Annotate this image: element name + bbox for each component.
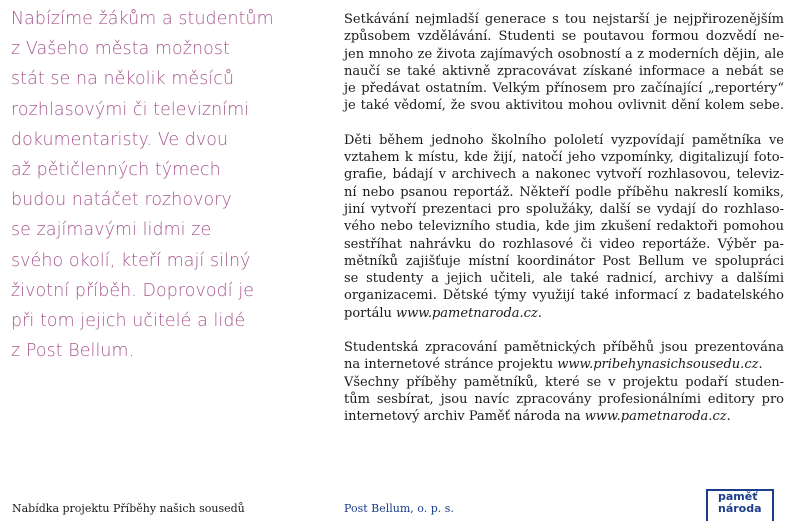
text-fragment: portálu <box>344 305 396 321</box>
body-text <box>344 11 784 443</box>
text-line: ní nebo psanou reportáž. Někteří podle příběhu nakreslí komiks, <box>344 184 784 200</box>
text-fragment: . <box>758 357 763 373</box>
text-line: Děti během jednoho školního pololetí vyzpovídají pamětníka ve <box>344 132 784 148</box>
intro-line: z Vašeho města možnost <box>11 39 230 60</box>
text-line <box>344 356 784 373</box>
text-fragment: . <box>537 305 542 321</box>
paragraph-1 <box>344 11 784 115</box>
logo-text-line-2: národa <box>718 502 762 515</box>
text-line: mětníků zajišťuje místní koordinátor Post Bellum ve spolupráci <box>344 253 784 269</box>
intro-line: rozhlasovými či televizními <box>11 99 250 120</box>
pamet-naroda-logo <box>706 487 776 523</box>
footer-organization: Post Bellum, o. p. s. <box>344 502 454 515</box>
intro-line: dokumentaristy. Ve dvou <box>11 129 229 150</box>
footer-project-name: Nabídka projektu Příběhy našich sousedů <box>12 502 245 515</box>
text-line: Všechny příběhy pamětníků, které se v projektu podaří studen- <box>344 374 784 390</box>
intro-line: Nabízíme žákům a studentům <box>11 9 274 29</box>
text-line: Setkávání nejmladší generace s tou nejstarší je nejpřirozenějším <box>344 12 784 27</box>
text-line: způsobem vzdělávání. Studenti se poutavou formou dozvědí ne- <box>344 29 784 45</box>
text-fragment: internetový archiv Paměť národa na <box>344 409 585 425</box>
text-line: je také vědomí, že svou aktivitou mohou ovlivnit dění kolem sebe. <box>344 98 784 114</box>
text-line: jiní vytvoří prezentaci pro spolužáky, další se vydají do rozhlaso- <box>344 201 784 217</box>
text-line: sestříhat nahrávku do rozhlasové či video reportáže. Výběr pa- <box>344 236 784 252</box>
text-line: organizacemi. Dětské týmy využijí také informací z badatelského <box>344 288 784 304</box>
intro-line: z Post Bellum. <box>11 341 135 362</box>
logo-text-line-1: paměť <box>718 490 758 503</box>
text-line <box>344 305 784 322</box>
intro-line: se zajímavými lidmi ze <box>11 220 212 241</box>
intro-line: při tom jejich učitelé a lidé <box>11 311 246 332</box>
text-fragment: . <box>726 409 731 425</box>
text-line: Studentská zpracování pamětnických příběhů jsou prezentována <box>344 340 784 356</box>
text-line: grafie, bádají v archivech a nakonec vytvoří rozhlasovou, televiz- <box>344 167 784 183</box>
text-line: naučí se také aktivně zpracovávat získané informace a nebát se <box>344 63 784 79</box>
website-link[interactable]: www.pametnaroda.cz <box>396 305 538 321</box>
intro-line: svého okolí, kteří mají silný <box>11 250 251 271</box>
text-line: tům sesbírat, jsou navíc zpracovány profesionálními editory pro <box>344 391 784 407</box>
text-fragment: na internetové stránce projektu <box>344 357 558 373</box>
text-line: jen mnoho ze života zajímavých osobností a z moderních dějin, ale <box>344 46 784 62</box>
paragraph-2 <box>344 132 784 322</box>
website-link[interactable]: www.pametnaroda.cz <box>584 409 727 425</box>
intro-line: až pětičlenných týmech <box>11 160 221 181</box>
text-line: vého nebo televizního studia, kde jim zkušení redaktoři pomohou <box>344 219 784 235</box>
text-line: je předávat ostatním. Velkým přínosem pro začínající „reportéry“ <box>344 81 784 97</box>
paragraph-3 <box>344 339 784 425</box>
text-line: vztahem k místu, kde žijí, natočí jeho vzpomínky, digitalizují foto- <box>344 150 784 166</box>
intro-line: stát se na několik měsíců <box>11 69 235 90</box>
text-line <box>344 408 784 425</box>
intro-line: životní příběh. Doprovodí je <box>11 280 255 301</box>
text-line: se studenty a jejich učiteli, ale také radnicí, archivy a dalšími <box>344 271 784 287</box>
intro-line: budou natáčet rozhovory <box>11 190 232 211</box>
intro-text <box>11 4 311 366</box>
website-link[interactable]: www.pribehynasichsousedu.cz <box>557 357 759 373</box>
